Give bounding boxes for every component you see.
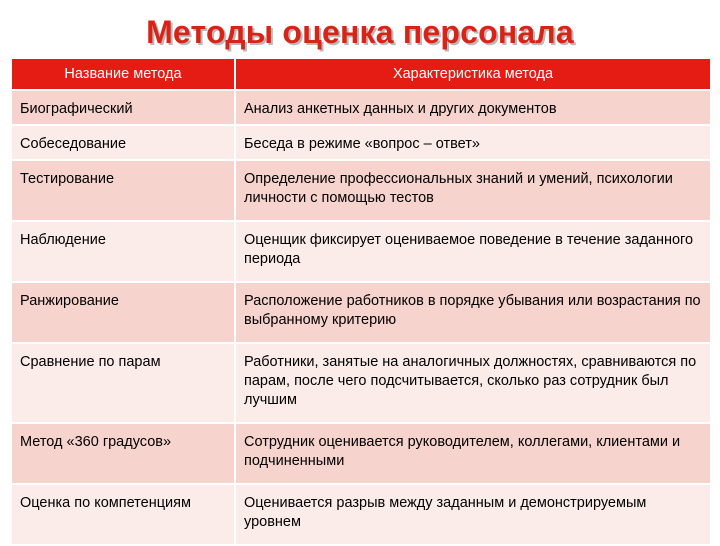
method-name-cell: Ранжирование [11, 282, 235, 343]
table-header-row [11, 58, 711, 90]
method-name-cell: Метод «360 градусов» [11, 423, 235, 484]
method-name-cell: Наблюдение [11, 221, 235, 282]
table-row [11, 423, 711, 484]
column-header-method-description: Характеристика метода [235, 58, 711, 90]
method-description-cell: Работники, занятые на аналогичных должностях, сравниваются по парам, после чего подсчитывается, сколько раз сотрудник был лучшим [235, 343, 711, 423]
method-name-cell: Биографический [11, 90, 235, 125]
page-title: Методы оценка персонала [146, 14, 574, 50]
table-row [11, 343, 711, 423]
table-row [11, 125, 711, 160]
method-description-cell: Сотрудник оценивается руководителем, коллегами, клиентами и подчиненными [235, 423, 711, 484]
method-name-cell: Собеседование [11, 125, 235, 160]
table-row [11, 484, 711, 545]
method-name-cell: Сравнение по парам [11, 343, 235, 423]
column-header-method-name: Название метода [11, 58, 235, 90]
method-name-cell: Оценка по компетенциям [11, 484, 235, 545]
table-row [11, 221, 711, 282]
method-description-cell: Оценивается разрыв между заданным и демонстрируемым уровнем [235, 484, 711, 545]
method-name-cell: Тестирование [11, 160, 235, 221]
methods-table [10, 57, 712, 546]
method-description-cell: Анализ анкетных данных и других документов [235, 90, 711, 125]
table-row [11, 160, 711, 221]
table-row [11, 90, 711, 125]
table-row [11, 282, 711, 343]
method-description-cell: Беседа в режиме «вопрос – ответ» [235, 125, 711, 160]
method-description-cell: Расположение работников в порядке убывания или возрастания по выбранному критерию [235, 282, 711, 343]
method-description-cell: Определение профессиональных знаний и умений, психологии личности с помощью тестов [235, 160, 711, 221]
method-description-cell: Оценщик фиксирует оцениваемое поведение в течение заданного периода [235, 221, 711, 282]
